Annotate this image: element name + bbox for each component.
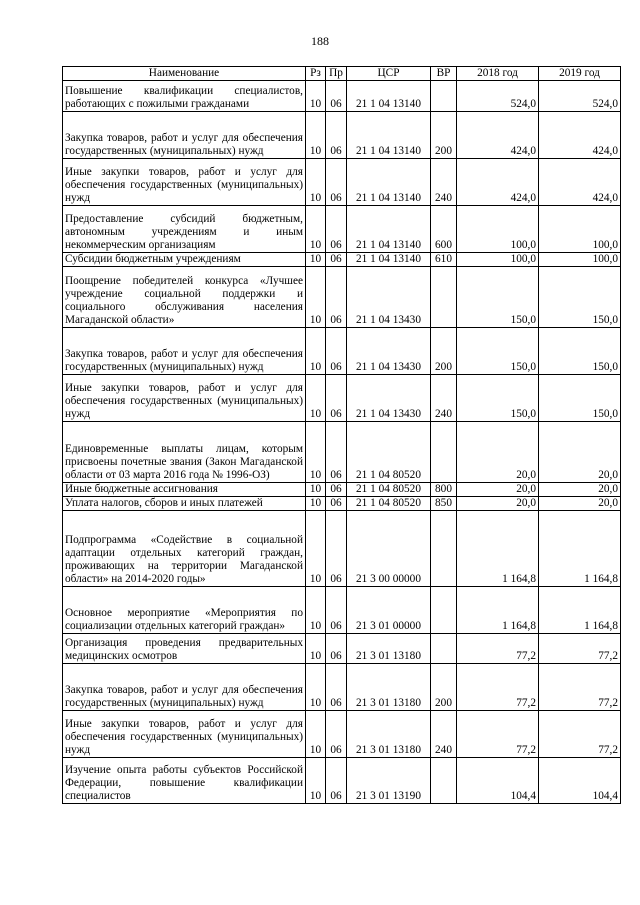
row-csr: 21 1 04 13430	[347, 328, 431, 375]
row-csr: 21 1 04 80520	[347, 483, 431, 497]
row-vr: 240	[431, 375, 457, 422]
row-rz: 10	[306, 112, 326, 159]
row-csr: 21 3 01 13180	[347, 711, 431, 758]
row-rz: 10	[306, 328, 326, 375]
row-rz: 10	[306, 634, 326, 664]
row-name: Организация проведения предварительных медицинских осмотров	[63, 634, 306, 664]
row-year-2018: 20,0	[457, 483, 539, 497]
row-name: Закупка товаров, работ и услуг для обеспечения государственных (муниципальных) нужд	[63, 328, 306, 375]
table-row	[63, 587, 621, 634]
row-year-2018: 150,0	[457, 328, 539, 375]
row-rz: 10	[306, 206, 326, 253]
row-pr: 06	[326, 267, 347, 328]
row-year-2019: 77,2	[539, 664, 621, 711]
row-vr	[431, 758, 457, 804]
row-year-2018: 524,0	[457, 81, 539, 112]
row-vr	[431, 587, 457, 634]
row-rz: 10	[306, 375, 326, 422]
row-pr: 06	[326, 483, 347, 497]
row-year-2018: 20,0	[457, 422, 539, 483]
row-year-2019: 424,0	[539, 159, 621, 206]
row-year-2019: 77,2	[539, 634, 621, 664]
row-csr: 21 1 04 13430	[347, 375, 431, 422]
table-row	[63, 328, 621, 375]
row-name: Закупка товаров, работ и услуг для обеспечения государственных (муниципальных) нужд	[63, 112, 306, 159]
row-pr: 06	[326, 375, 347, 422]
row-year-2018: 77,2	[457, 711, 539, 758]
row-year-2018: 1 164,8	[457, 587, 539, 634]
row-csr: 21 3 01 13180	[347, 664, 431, 711]
row-csr: 21 1 04 13140	[347, 112, 431, 159]
row-vr: 240	[431, 711, 457, 758]
row-csr: 21 3 01 13190	[347, 758, 431, 804]
row-year-2019: 150,0	[539, 328, 621, 375]
table-row	[63, 497, 621, 511]
header-rz: Рз	[306, 67, 326, 81]
row-vr	[431, 422, 457, 483]
row-year-2018: 424,0	[457, 112, 539, 159]
row-name: Иные закупки товаров, работ и услуг для обеспечения государственных (муниципальных) нужд	[63, 711, 306, 758]
row-rz: 10	[306, 511, 326, 587]
row-pr: 06	[326, 328, 347, 375]
row-name: Повышение квалификации специалистов, работающих с пожилыми гражданами	[63, 81, 306, 112]
header-2019: 2019 год	[539, 67, 621, 81]
table-row	[63, 634, 621, 664]
row-vr	[431, 81, 457, 112]
row-vr	[431, 634, 457, 664]
table-row	[63, 483, 621, 497]
row-pr: 06	[326, 587, 347, 634]
table-row	[63, 375, 621, 422]
row-csr: 21 3 00 00000	[347, 511, 431, 587]
row-year-2018: 100,0	[457, 253, 539, 267]
row-name: Субсидии бюджетным учреждениям	[63, 253, 306, 267]
row-year-2019: 20,0	[539, 422, 621, 483]
row-pr: 06	[326, 159, 347, 206]
header-2018: 2018 год	[457, 67, 539, 81]
row-year-2018: 104,4	[457, 758, 539, 804]
table-row	[63, 422, 621, 483]
table-row	[63, 159, 621, 206]
table-header-row	[63, 67, 621, 81]
row-pr: 06	[326, 112, 347, 159]
row-pr: 06	[326, 664, 347, 711]
row-vr: 200	[431, 112, 457, 159]
row-rz: 10	[306, 587, 326, 634]
row-year-2018: 150,0	[457, 375, 539, 422]
page-number: 188	[311, 34, 329, 48]
row-year-2018: 77,2	[457, 634, 539, 664]
row-rz: 10	[306, 483, 326, 497]
row-rz: 10	[306, 159, 326, 206]
row-pr: 06	[326, 206, 347, 253]
row-name: Иные закупки товаров, работ и услуг для обеспечения государственных (муниципальных) нужд	[63, 159, 306, 206]
row-year-2019: 1 164,8	[539, 587, 621, 634]
header-csr: ЦСР	[347, 67, 431, 81]
table-row	[63, 81, 621, 112]
row-year-2018: 100,0	[457, 206, 539, 253]
row-year-2019: 20,0	[539, 497, 621, 511]
row-rz: 10	[306, 422, 326, 483]
table-row	[63, 267, 621, 328]
row-name: Закупка товаров, работ и услуг для обеспечения государственных (муниципальных) нужд	[63, 664, 306, 711]
row-vr: 200	[431, 328, 457, 375]
row-year-2018: 77,2	[457, 664, 539, 711]
row-year-2019: 150,0	[539, 267, 621, 328]
row-year-2019: 100,0	[539, 206, 621, 253]
row-pr: 06	[326, 497, 347, 511]
table-row	[63, 664, 621, 711]
row-pr: 06	[326, 634, 347, 664]
row-name: Иные бюджетные ассигнования	[63, 483, 306, 497]
row-csr: 21 1 04 13140	[347, 253, 431, 267]
table-body	[63, 81, 621, 804]
row-vr: 240	[431, 159, 457, 206]
row-year-2018: 20,0	[457, 497, 539, 511]
row-vr: 610	[431, 253, 457, 267]
row-name: Предоставление субсидий бюджетным, автономным учреждениям и иным некоммерческим организациям	[63, 206, 306, 253]
row-rz: 10	[306, 267, 326, 328]
table-row	[63, 253, 621, 267]
row-year-2019: 524,0	[539, 81, 621, 112]
budget-table	[62, 66, 621, 804]
row-csr: 21 1 04 13430	[347, 267, 431, 328]
table-row	[63, 511, 621, 587]
row-csr: 21 3 01 00000	[347, 587, 431, 634]
header-pr: Пр	[326, 67, 347, 81]
row-rz: 10	[306, 758, 326, 804]
row-csr: 21 1 04 80520	[347, 422, 431, 483]
row-name: Поощрение победителей конкурса «Лучшее учреждение социальной поддержки и социального обслуживания населения Магаданской области»	[63, 267, 306, 328]
row-rz: 10	[306, 497, 326, 511]
row-csr: 21 1 04 13140	[347, 159, 431, 206]
row-year-2019: 424,0	[539, 112, 621, 159]
row-pr: 06	[326, 81, 347, 112]
row-vr	[431, 511, 457, 587]
row-pr: 06	[326, 758, 347, 804]
row-rz: 10	[306, 664, 326, 711]
table-row	[63, 711, 621, 758]
row-rz: 10	[306, 253, 326, 267]
row-vr: 800	[431, 483, 457, 497]
row-year-2019: 77,2	[539, 711, 621, 758]
row-year-2019: 150,0	[539, 375, 621, 422]
row-name: Единовременные выплаты лицам, которым присвоены почетные звания (Закон Магаданской области от 03 марта 2016 года № 1996-ОЗ)	[63, 422, 306, 483]
row-rz: 10	[306, 711, 326, 758]
row-rz: 10	[306, 81, 326, 112]
row-name: Уплата налогов, сборов и иных платежей	[63, 497, 306, 511]
row-year-2019: 20,0	[539, 483, 621, 497]
row-csr: 21 1 04 13140	[347, 81, 431, 112]
row-year-2019: 100,0	[539, 253, 621, 267]
row-year-2019: 104,4	[539, 758, 621, 804]
row-pr: 06	[326, 511, 347, 587]
header-vr: ВР	[431, 67, 457, 81]
row-vr	[431, 267, 457, 328]
row-name: Иные закупки товаров, работ и услуг для обеспечения государственных (муниципальных) нужд	[63, 375, 306, 422]
row-pr: 06	[326, 253, 347, 267]
row-vr: 600	[431, 206, 457, 253]
row-name: Подпрограмма «Содействие в социальной адаптации отдельных категорий граждан, проживающих на территории Магаданской области» на 2014-2020 годы»	[63, 511, 306, 587]
row-csr: 21 1 04 13140	[347, 206, 431, 253]
row-name: Основное мероприятие «Мероприятия по социализации отдельных категорий граждан»	[63, 587, 306, 634]
row-vr: 200	[431, 664, 457, 711]
header-name: Наименование	[63, 67, 306, 81]
row-csr: 21 3 01 13180	[347, 634, 431, 664]
row-name: Изучение опыта работы субъектов Российской Федерации, повышение квалификации специалистов	[63, 758, 306, 804]
row-year-2019: 1 164,8	[539, 511, 621, 587]
row-year-2018: 1 164,8	[457, 511, 539, 587]
row-csr: 21 1 04 80520	[347, 497, 431, 511]
row-vr: 850	[431, 497, 457, 511]
row-year-2018: 424,0	[457, 159, 539, 206]
row-pr: 06	[326, 711, 347, 758]
row-year-2018: 150,0	[457, 267, 539, 328]
table-row	[63, 112, 621, 159]
table-row	[63, 758, 621, 804]
table-row	[63, 206, 621, 253]
row-pr: 06	[326, 422, 347, 483]
